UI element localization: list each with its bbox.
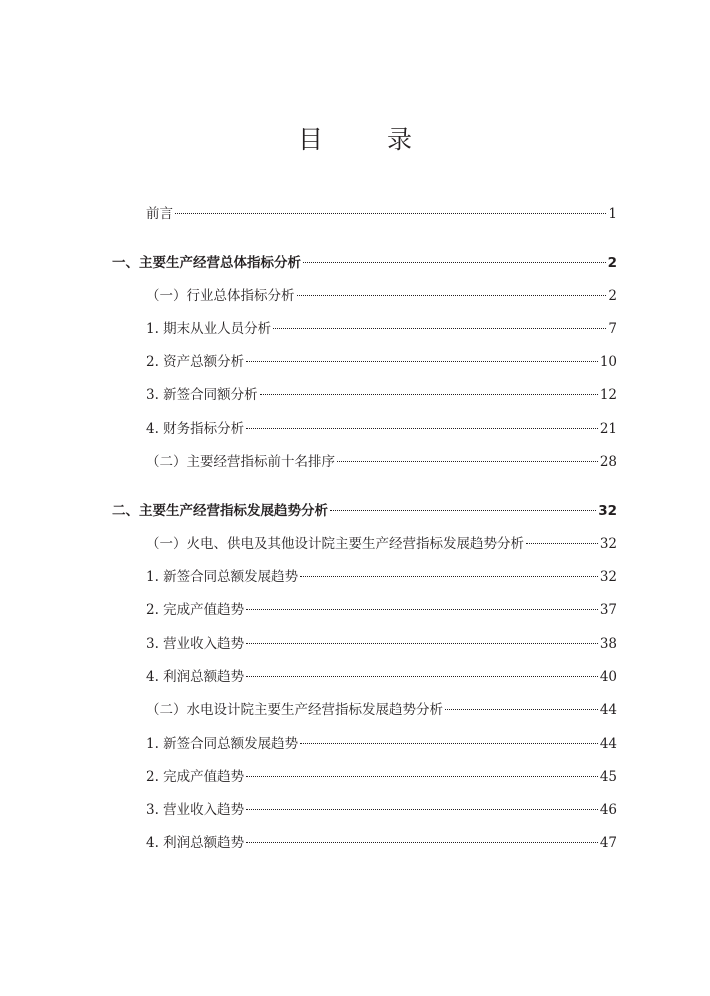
toc-entry-title: （二）水电设计院主要生产经营指标发展趋势分析 <box>146 702 443 718</box>
toc-entry-title: 1. 新签合同总额发展趋势 <box>146 736 299 752</box>
toc-entry[interactable] <box>146 601 617 619</box>
page-title: 目 录 <box>298 125 440 154</box>
toc-page-number: 2 <box>608 288 617 304</box>
toc-entry-title: （一）行业总体指标分析 <box>146 288 295 304</box>
toc-entry-title: 2. 资产总额分析 <box>146 354 245 370</box>
dot-leader <box>330 510 596 511</box>
dot-leader <box>300 743 598 744</box>
toc-page-number: 10 <box>599 354 617 370</box>
toc-entry[interactable] <box>146 568 617 586</box>
toc-page-number: 28 <box>599 454 617 470</box>
dot-leader <box>246 609 598 610</box>
toc-entry[interactable] <box>146 205 617 223</box>
toc-entry-title: 4. 利润总额趋势 <box>146 669 245 685</box>
toc-entry[interactable] <box>146 768 617 786</box>
toc-entry[interactable] <box>146 701 617 719</box>
toc-page-number: 32 <box>599 569 617 585</box>
dot-leader <box>246 809 598 810</box>
toc-page-number: 1 <box>608 206 617 222</box>
toc-page-number: 37 <box>599 602 617 618</box>
dot-leader <box>246 361 598 362</box>
toc-entry-title: 4. 利润总额趋势 <box>146 835 245 851</box>
toc-entry[interactable] <box>146 420 617 438</box>
dot-leader <box>246 842 598 843</box>
toc-entry-title: 3. 营业收入趋势 <box>146 802 245 818</box>
dot-leader <box>175 213 606 214</box>
dot-leader <box>445 709 598 710</box>
dot-leader <box>246 776 598 777</box>
dot-leader <box>246 676 598 677</box>
toc-entry-title: （二）主要经营指标前十名排序 <box>146 454 335 470</box>
toc-page-number: 32 <box>599 536 617 552</box>
toc-entry-title: 1. 新签合同总额发展趋势 <box>146 569 299 585</box>
toc-page-number: 32 <box>598 503 617 519</box>
toc-entry-title: 一、主要生产经营总体指标分析 <box>112 255 301 271</box>
toc-page-number: 40 <box>599 669 617 685</box>
toc-page-number: 44 <box>599 736 617 752</box>
toc-entry-title: 3. 营业收入趋势 <box>146 636 245 652</box>
toc-page-number: 38 <box>599 636 617 652</box>
toc-page-number: 7 <box>608 321 617 337</box>
dot-leader <box>246 428 598 429</box>
toc-page-number: 2 <box>607 255 617 271</box>
toc-entry[interactable] <box>112 254 617 272</box>
toc-entry[interactable] <box>146 735 617 753</box>
toc-entry[interactable] <box>146 834 617 852</box>
toc-entry[interactable] <box>146 320 617 338</box>
toc-page-number: 46 <box>599 802 617 818</box>
toc-entry-title: 1. 期末从业人员分析 <box>146 321 272 337</box>
toc-entry[interactable] <box>146 453 617 471</box>
toc-entry-title: 二、主要生产经营指标发展趋势分析 <box>112 503 328 519</box>
dot-leader <box>300 576 598 577</box>
toc-page-number: 21 <box>599 421 617 437</box>
toc-page-number: 45 <box>599 769 617 785</box>
toc-page-number: 47 <box>599 835 617 851</box>
toc-entry-title: 4. 财务指标分析 <box>146 421 245 437</box>
toc-page-number: 44 <box>599 702 617 718</box>
toc-entry[interactable] <box>112 502 617 520</box>
toc-entry-title: 3. 新签合同额分析 <box>146 387 258 403</box>
dot-leader <box>246 643 598 644</box>
toc-entry[interactable] <box>146 386 617 404</box>
toc-entry[interactable] <box>146 353 617 371</box>
toc-entry-title: 2. 完成产值趋势 <box>146 769 245 785</box>
dot-leader <box>260 394 598 395</box>
dot-leader <box>526 543 598 544</box>
dot-leader <box>273 328 606 329</box>
toc-entry-title: 2. 完成产值趋势 <box>146 602 245 618</box>
toc-entry[interactable] <box>146 668 617 686</box>
toc-entry[interactable] <box>146 287 617 305</box>
toc-entry[interactable] <box>146 535 617 553</box>
toc-entry-title: 前言 <box>146 206 173 222</box>
toc-page-number: 12 <box>599 387 617 403</box>
dot-leader <box>337 461 598 462</box>
toc-entry[interactable] <box>146 635 617 653</box>
dot-leader <box>297 295 607 296</box>
dot-leader <box>303 262 606 263</box>
toc-entry-title: （一）火电、供电及其他设计院主要生产经营指标发展趋势分析 <box>146 536 524 552</box>
toc-entry[interactable] <box>146 801 617 819</box>
